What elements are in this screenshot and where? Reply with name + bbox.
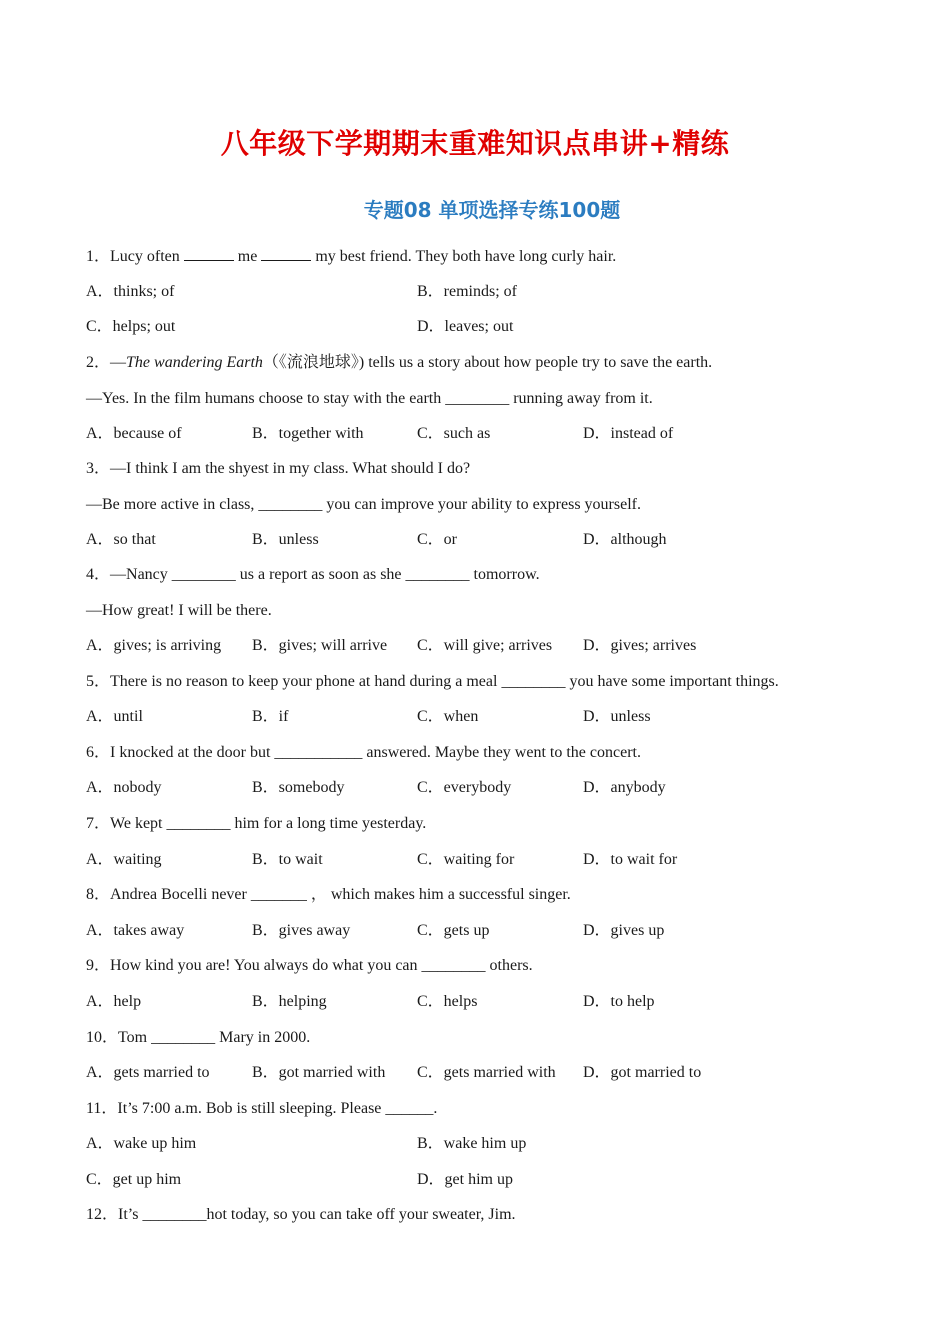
option-c[interactable]: C．gets married with bbox=[417, 1064, 556, 1081]
option-b[interactable]: B．gives away bbox=[252, 922, 351, 939]
question-5 bbox=[86, 672, 779, 692]
option-a[interactable]: A．because of bbox=[86, 425, 182, 442]
question-7 bbox=[86, 814, 426, 834]
option-b[interactable]: B．got married with bbox=[252, 1064, 386, 1081]
option-b[interactable]: B．unless bbox=[252, 531, 319, 548]
question-number: 3． bbox=[86, 460, 111, 477]
option-c[interactable]: C．gets up bbox=[417, 922, 490, 939]
option-a[interactable]: A．takes away bbox=[86, 922, 185, 939]
option-d[interactable]: D．leaves; out bbox=[417, 318, 514, 335]
option-b[interactable]: B．gives; will arrive bbox=[252, 637, 388, 654]
question-number: 12． bbox=[86, 1206, 119, 1223]
question-number: 4． bbox=[86, 566, 111, 583]
question-number: 2． bbox=[86, 354, 111, 371]
option-a[interactable]: A．thinks; of bbox=[86, 283, 175, 300]
option-d[interactable]: D．gives; arrives bbox=[583, 637, 697, 654]
film-title: The wandering Earth bbox=[126, 354, 263, 371]
question-number: 1． bbox=[86, 248, 111, 265]
answer-blank bbox=[184, 246, 234, 261]
option-c[interactable]: C．when bbox=[417, 708, 479, 725]
question-text: me bbox=[233, 248, 262, 265]
option-a[interactable]: A．gets married to bbox=[86, 1064, 210, 1081]
question-text: my best friend. They both have long curly hair. bbox=[311, 248, 617, 265]
option-b[interactable]: B．helping bbox=[252, 993, 327, 1010]
question-text: It’s ________hot today, so you can take off your sweater, Jim. bbox=[118, 1206, 516, 1223]
question-text: There is no reason to keep your phone at hand during a meal ________ you have some important things. bbox=[110, 673, 779, 690]
option-a[interactable]: A．so that bbox=[86, 531, 156, 548]
question-4-line-2: —How great! I will be there. bbox=[86, 602, 272, 619]
question-9 bbox=[86, 956, 533, 976]
option-d[interactable]: D．instead of bbox=[583, 425, 674, 442]
option-a[interactable]: A．waiting bbox=[86, 851, 162, 868]
option-c[interactable]: C．helps; out bbox=[86, 318, 176, 335]
question-2-line-2: —Yes. In the film humans choose to stay with the earth ________ running away from it. bbox=[86, 390, 653, 407]
question-text: —Nancy ________ us a report as soon as she ________ tomorrow. bbox=[110, 566, 540, 583]
question-text: I knocked at the door but ___________ answered. Maybe they went to the concert. bbox=[110, 744, 641, 761]
option-c[interactable]: C．will give; arrives bbox=[417, 637, 553, 654]
option-c[interactable]: C．such as bbox=[417, 425, 491, 442]
option-d[interactable]: D．get him up bbox=[417, 1171, 513, 1188]
question-text: —I think I am the shyest in my class. What should I do? bbox=[110, 460, 471, 477]
question-number: 5． bbox=[86, 673, 111, 690]
option-d[interactable]: D．gives up bbox=[583, 922, 665, 939]
option-d[interactable]: D．to wait for bbox=[583, 851, 678, 868]
question-8 bbox=[86, 885, 571, 905]
question-text: How kind you are! You always do what you can ________ others. bbox=[110, 957, 533, 974]
question-text: It’s 7:00 a.m. Bob is still sleeping. Please ______. bbox=[117, 1100, 438, 1117]
option-b[interactable]: B．somebody bbox=[252, 779, 345, 796]
question-text: We kept ________ him for a long time yesterday. bbox=[110, 815, 427, 832]
question-text: （《流浪地球》) tells us a story about how people try to save the earth. bbox=[262, 354, 713, 371]
question-3-line-2: —Be more active in class, ________ you can improve your ability to express yourself. bbox=[86, 496, 641, 513]
question-number: 9． bbox=[86, 957, 111, 974]
option-c[interactable]: C．or bbox=[417, 531, 458, 548]
question-number: 11． bbox=[86, 1100, 118, 1117]
answer-blank bbox=[261, 246, 311, 261]
option-d[interactable]: D．to help bbox=[583, 993, 655, 1010]
option-d[interactable]: D．unless bbox=[583, 708, 651, 725]
page-subtitle: 专题08 单项选择专练100题 bbox=[363, 198, 621, 222]
option-b[interactable]: B．together with bbox=[252, 425, 364, 442]
question-number: 6． bbox=[86, 744, 111, 761]
option-a[interactable]: A．nobody bbox=[86, 779, 162, 796]
page-title: 八年级下学期期末重难知识点串讲+精练 bbox=[220, 127, 730, 160]
question-1 bbox=[86, 246, 616, 267]
question-4 bbox=[86, 565, 540, 585]
question-10 bbox=[86, 1028, 310, 1048]
question-6 bbox=[86, 743, 641, 763]
question-11 bbox=[86, 1099, 437, 1119]
option-d[interactable]: D．anybody bbox=[583, 779, 666, 796]
option-d[interactable]: D．although bbox=[583, 531, 667, 548]
option-b[interactable]: B．wake him up bbox=[417, 1135, 527, 1152]
option-b[interactable]: B．if bbox=[252, 708, 289, 725]
option-c[interactable]: C．helps bbox=[417, 993, 478, 1010]
option-a[interactable]: A．until bbox=[86, 708, 143, 725]
question-number: 10． bbox=[86, 1029, 119, 1046]
option-a[interactable]: A．wake up him bbox=[86, 1135, 197, 1152]
option-a[interactable]: A．help bbox=[86, 993, 142, 1010]
question-text: Andrea Bocelli never _______ ， which makes him a successful singer. bbox=[110, 886, 571, 903]
question-2 bbox=[86, 353, 712, 373]
option-b[interactable]: B．to wait bbox=[252, 851, 323, 868]
option-b[interactable]: B．reminds; of bbox=[417, 283, 517, 300]
question-12 bbox=[86, 1205, 516, 1225]
option-c[interactable]: C．waiting for bbox=[417, 851, 515, 868]
option-c[interactable]: C．everybody bbox=[417, 779, 512, 796]
question-number: 7． bbox=[86, 815, 111, 832]
option-c[interactable]: C．get up him bbox=[86, 1171, 182, 1188]
option-d[interactable]: D．got married to bbox=[583, 1064, 702, 1081]
question-3 bbox=[86, 459, 470, 479]
question-text: Lucy often bbox=[110, 248, 184, 265]
option-a[interactable]: A．gives; is arriving bbox=[86, 637, 222, 654]
question-text: Tom ________ Mary in 2000. bbox=[118, 1029, 311, 1046]
question-number: 8． bbox=[86, 886, 111, 903]
question-text: — bbox=[110, 354, 127, 371]
